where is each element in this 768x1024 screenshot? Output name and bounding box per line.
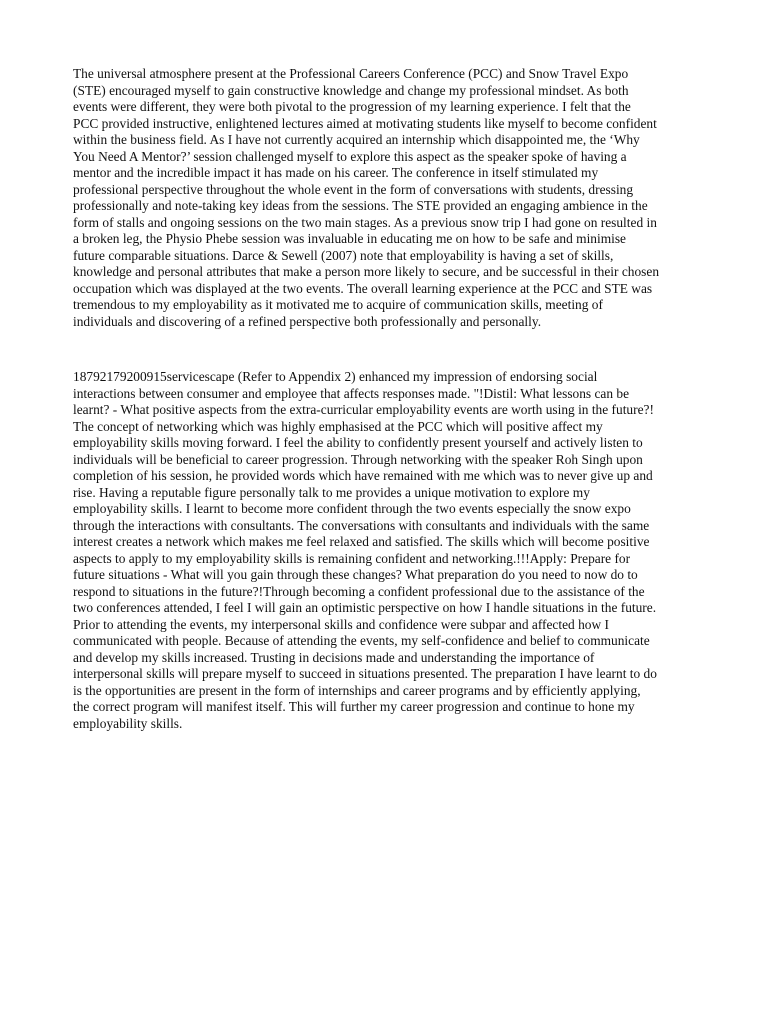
body-paragraph-reflection: The universal atmosphere present at the Professional Careers Conference (PCC) and Snow Travel Expo (STE) encouraged myself to gain constructive knowledge and change my professional mindset. As both events were different, they were both pivotal to the progression of my learning experience. I felt that the PCC provided instructive, enlightened lectures aimed at motivating students like myself to become confident within the business field. As I have not currently acquired an internship which disappointed me, the ‘Why You Need A Mentor?’ session challenged myself to explore this aspect as the speaker spoke of having a mentor and the incredible impact it has made on his career. The conference in itself stimulated my professional perspective throughout the whole event in the form of conversations with students, dressing professionally and note-taking key ideas from the sessions. The STE provided an engaging ambience in the form of stalls and ongoing sessions on the two main stages. As a previous snow trip I had gone on resulted in a broken leg, the Physio Phebe session was invaluable in educating me on how to be safe and minimise future comparable situations. Darce & Sewell (2007) note that employability is having a set of skills, knowledge and personal attributes that make a person more likely to secure, and be successful in their chosen occupation which was displayed at the two events. The overall learning experience at the PCC and STE was tremendous to my employability as it motivated me to acquire of communication skills, meeting of individuals and discovering of a refined perspective both professionally and personally. [73, 66, 660, 329]
body-paragraph-distil-apply: 18792179200915servicescape (Refer to Appendix 2) enhanced my impression of endorsing social interactions between consumer and employee that affects responses made. "!Distil: What lessons can be learnt? - What positive aspects from the extra-curricular employability events are worth using in the future?! The concept of networking which was highly emphasised at the PCC which will positive affect my employability skills moving forward. I feel the ability to confidently present yourself and actively listen to individuals will be beneficial to career progression. Through networking with the speaker Roh Singh upon completion of his session, he provided words which have remained with me which was to never give up and rise. Having a reputable figure personally talk to me provides a unique motivation to explore my employability skills. I learnt to become more confident through the two events especially the snow expo through the interactions with consultants. The conversations with consultants and individuals with the same interest creates a network which makes me feel relaxed and satisfied. The skills which will become positive aspects to apply to my employability skills is remaining confident and networking.!!!Apply: Prepare for future situations - What will you gain through these changes? What preparation do you need to now do to respond to situations in the future?!Through becoming a confident professional due to the assistance of the two conferences attended, I feel I will gain an optimistic perspective on how I handle situations in the future. Prior to attending the events, my interpersonal skills and confidence were subpar and affected how I communicated with people. Because of attending the events, my self-confidence and belief to communicate and develop my skills increased. Trusting in decisions made and understanding the importance of interpersonal skills will prepare myself to succeed in situations presented. The preparation I have learnt to do is the opportunities are present in the form of internships and career programs and by efficiently applying, the correct program will manifest itself. This will further my career progression and continue to hone my employability skills. [73, 369, 657, 731]
